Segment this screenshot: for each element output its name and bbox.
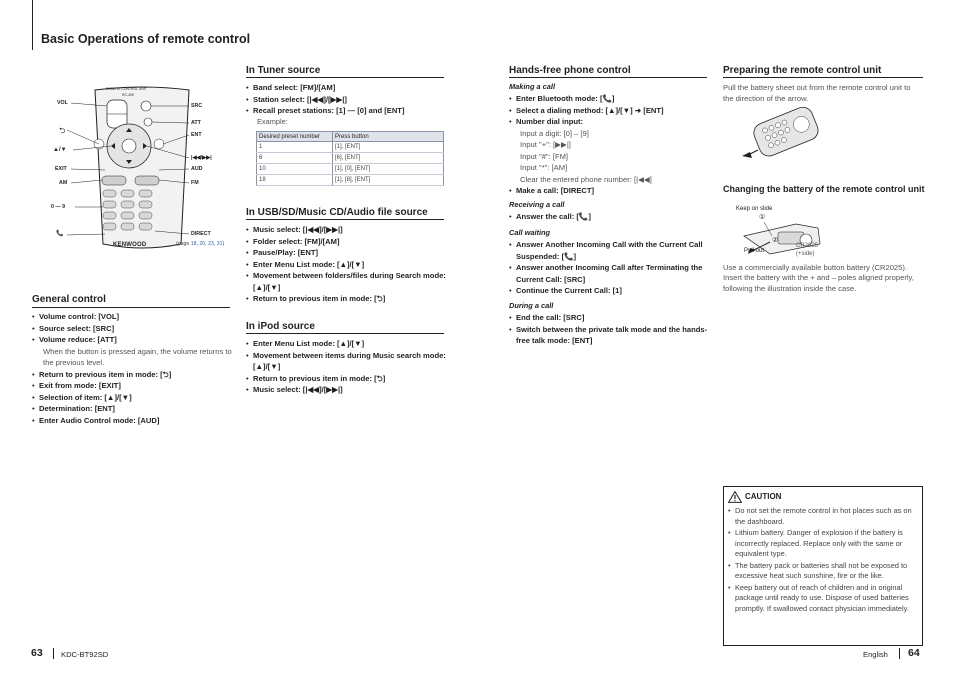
label-am: AM xyxy=(59,180,68,186)
caution-box xyxy=(723,486,923,646)
during-call-item: • Switch between the private talk mode and the hands-free talk mode: [ENT] xyxy=(509,324,709,347)
preset-table-header-button: Press button xyxy=(333,132,444,142)
changing-heading: Changing the battery of the remote control unit xyxy=(723,184,925,194)
call-waiting-item: • Continue the Current Call: [1] xyxy=(509,285,709,297)
warning-triangle-icon xyxy=(728,491,742,503)
ipod-list xyxy=(246,338,446,396)
general-control-item: • Volume control: [VOL] xyxy=(32,311,232,323)
making-call-item: Input a digit: [0] – [9] xyxy=(520,128,589,138)
circled-1: ① xyxy=(759,214,766,221)
receiving-call-list xyxy=(509,211,709,223)
header-bar xyxy=(32,0,33,50)
return-icon: ⮌ xyxy=(59,126,66,135)
page-ref-suffix: ) xyxy=(222,241,225,247)
remote-model: RC-405 xyxy=(122,93,134,97)
making-call-list xyxy=(509,93,709,197)
page-link-31[interactable]: 31 xyxy=(216,241,223,247)
general-control-heading: General control xyxy=(32,294,106,305)
handsfree-heading: Hands-free phone control xyxy=(509,65,631,76)
page-link-23[interactable]: 23 xyxy=(208,241,214,247)
general-control-item: • Determination: [ENT] xyxy=(32,403,232,415)
general-control-rule xyxy=(32,307,230,308)
usb-item: • Pause/Play: [ENT] xyxy=(246,247,446,259)
label-vol: VOL xyxy=(57,100,68,106)
preset-table-body xyxy=(257,142,444,186)
usb-item: • Enter Menu List mode: [▲]/[▼] xyxy=(246,259,446,271)
page-ref-prefix: (page xyxy=(176,241,191,247)
caution-item: • The battery pack or batteries shall not be exposed to excessive heat such sunshine, fire or the like. xyxy=(726,561,920,582)
making-call-item: • Enter Bluetooth mode: [📞] xyxy=(509,93,709,105)
label-numbers: 0 — 9 xyxy=(51,204,66,210)
call-waiting-item: • Answer Another Incoming Call with the Current Call Suspended: [📞] xyxy=(509,239,709,262)
call-waiting-title: Call waiting xyxy=(509,228,551,237)
preparing-rule xyxy=(723,77,923,78)
call-waiting-list xyxy=(509,239,709,297)
general-control-item: • Volume reduce: [ATT] xyxy=(32,334,232,346)
making-call-item: Clear the entered phone number: [|◀◀] xyxy=(520,174,652,184)
preset-table-cell: 10 xyxy=(257,164,333,175)
usb-item: • Movement between folders/files during Search mode: [▲]/[▼] xyxy=(246,270,446,293)
label-exit: EXIT xyxy=(55,166,67,172)
tuner-item: • Station select: [|◀◀]/[▶▶|] xyxy=(246,94,446,106)
making-call-title: Making a call xyxy=(509,82,556,91)
general-control-item: • Selection of item: [▲]/[▼] xyxy=(32,392,232,404)
page-reference: (page 18, 20, 23, 31) xyxy=(176,241,225,247)
making-call-item: • Select a dialing method: [▲]/[▼] ➜ [ENT] xyxy=(509,105,709,117)
caution-item: • Lithium battery. Danger of explosion if the battery is incorrectly replaced. Replace only with the same or equivalent type. xyxy=(726,528,920,560)
general-control-item: • Exit from mode: [EXIT] xyxy=(32,380,232,392)
phone-icon: 📞 xyxy=(56,231,64,237)
ipod-rule xyxy=(246,333,444,334)
label-aud: AUD xyxy=(191,166,203,172)
usb-rule xyxy=(246,219,444,220)
label-ent: ENT xyxy=(191,132,202,138)
general-control-item: • Enter Audio Control mode: [AUD] xyxy=(32,415,232,427)
ipod-item: • Music select: [|◀◀]/[▶▶|] xyxy=(246,384,446,396)
general-control-item: • Source select: [SRC] xyxy=(32,323,232,335)
preset-table-header-number: Desired preset number xyxy=(257,132,333,142)
general-control-item: When the button is pressed again, the volume returns to the previous level. xyxy=(43,346,232,367)
receiving-call-item: • Answer the call: [📞] xyxy=(509,211,709,223)
ipod-heading: In iPod source xyxy=(246,321,315,332)
preset-table-cell: [1], [0], [ENT] xyxy=(333,164,444,175)
usb-heading: In USB/SD/Music CD/Audio file source xyxy=(246,207,428,218)
preparing-text: Pull the battery sheet out from the remote control unit to the direction of the arrow. xyxy=(723,83,911,103)
preset-table-cell: 18 xyxy=(257,175,333,186)
receiving-call-title: Receiving a call xyxy=(509,200,565,209)
label-src: SRC xyxy=(191,103,203,109)
preset-table-cell: 6 xyxy=(257,153,333,164)
page-number-right: 64 xyxy=(908,647,920,659)
page-link-18[interactable]: 18 xyxy=(190,241,197,247)
preset-table-row xyxy=(257,164,444,175)
preset-table-cell: [6], [ENT] xyxy=(333,153,444,164)
handsfree-rule xyxy=(509,77,707,78)
label-skip: |◀◀/▶▶| xyxy=(191,155,212,161)
usb-list xyxy=(246,224,446,305)
caution-title: CAUTION xyxy=(745,492,782,501)
label-updown: ▲/▼ xyxy=(53,147,67,153)
battery-model-label: CR2025 xyxy=(796,243,819,249)
general-control-item: • Return to previous item in mode: [⮌] xyxy=(32,369,232,381)
call-waiting-item: • Answer another Incoming Call after Terminating the Current Call: [SRC] xyxy=(509,262,709,285)
page-link-20[interactable]: 20 xyxy=(199,241,206,247)
remote-title: REMOTE CONTROL UNIT xyxy=(106,87,147,91)
preset-table-row xyxy=(257,175,444,186)
making-call-item: Input "*": [AM] xyxy=(520,163,568,172)
ipod-item: • Enter Menu List mode: [▲]/[▼] xyxy=(246,338,446,350)
tuner-list xyxy=(246,82,446,117)
changing-text: Use a commercially available button battery (CR2025). Insert the battery with the + and – poles aligned properly, following the illustration inside the case. xyxy=(723,263,914,293)
footer-divider-left xyxy=(53,648,54,659)
preset-table-row xyxy=(257,142,444,153)
making-call-item: Input "+": [▶▶|] xyxy=(520,140,571,149)
page-title: Basic Operations of remote control xyxy=(41,32,251,46)
keep-on-slide-label: Keep on slide xyxy=(736,206,773,212)
tuner-rule xyxy=(246,77,444,78)
footer-model: KDC-BT92SD xyxy=(61,650,109,659)
page-number-left: 63 xyxy=(31,647,43,659)
ipod-item: • Movement between items during Music search mode: [▲]/[▼] xyxy=(246,350,446,373)
ipod-item: • Return to previous item in mode: [⮌] xyxy=(246,373,446,385)
usb-item: • Return to previous item in mode: [⮌] xyxy=(246,293,446,305)
pull-out-label: Pull out xyxy=(744,248,765,254)
battery-side-label: (+side) xyxy=(796,251,815,257)
label-direct: DIRECT xyxy=(191,231,211,237)
caution-item: • Do not set the remote control in hot places such as on the dashboard. xyxy=(726,506,920,527)
caution-list xyxy=(726,506,920,615)
preset-table-row xyxy=(257,153,444,164)
remote-control-drawing xyxy=(53,86,233,251)
general-control-list xyxy=(32,311,232,426)
caution-item: • Keep battery out of reach of children and in original package until ready to use. Dispose of used batteries promptly. If swallowed contact physician immediately. xyxy=(726,583,920,615)
during-call-list xyxy=(509,312,709,347)
making-call-item: • Number dial input: xyxy=(509,116,709,128)
remote-with-sheet-drawing xyxy=(738,106,828,164)
during-call-item: • End the call: [SRC] xyxy=(509,312,709,324)
usb-item: • Music select: [|◀◀]/[▶▶|] xyxy=(246,224,446,236)
tuner-item: • Band select: [FM]/[AM] xyxy=(246,82,446,94)
preparing-heading: Preparing the remote control unit xyxy=(723,65,882,76)
circled-2: ② xyxy=(772,237,779,244)
during-call-title: During a call xyxy=(509,301,554,310)
remote-brand-logo: KENWOOD xyxy=(113,242,147,248)
preset-table-cell: [1], [8], [ENT] xyxy=(333,175,444,186)
preset-table xyxy=(256,131,444,186)
tuner-heading: In Tuner source xyxy=(246,65,321,76)
making-call-item: Input "#": [FM] xyxy=(520,151,569,161)
tuner-example-label: Example: xyxy=(257,117,288,126)
footer-divider-right xyxy=(899,648,900,659)
label-att: ATT xyxy=(191,120,201,126)
footer-language: English xyxy=(863,650,888,659)
label-fm: FM xyxy=(191,180,199,186)
making-call-item: • Make a call: [DIRECT] xyxy=(509,185,709,197)
preset-table-cell: [1], [ENT] xyxy=(333,142,444,153)
battery-sheet-illustration xyxy=(738,106,828,164)
usb-item: • Folder select: [FM]/[AM] xyxy=(246,236,446,248)
preset-table-cell: 1 xyxy=(257,142,333,153)
tuner-item: • Recall preset stations: [1] — [0] and [ENT] xyxy=(246,105,446,117)
remote-illustration xyxy=(53,86,233,251)
